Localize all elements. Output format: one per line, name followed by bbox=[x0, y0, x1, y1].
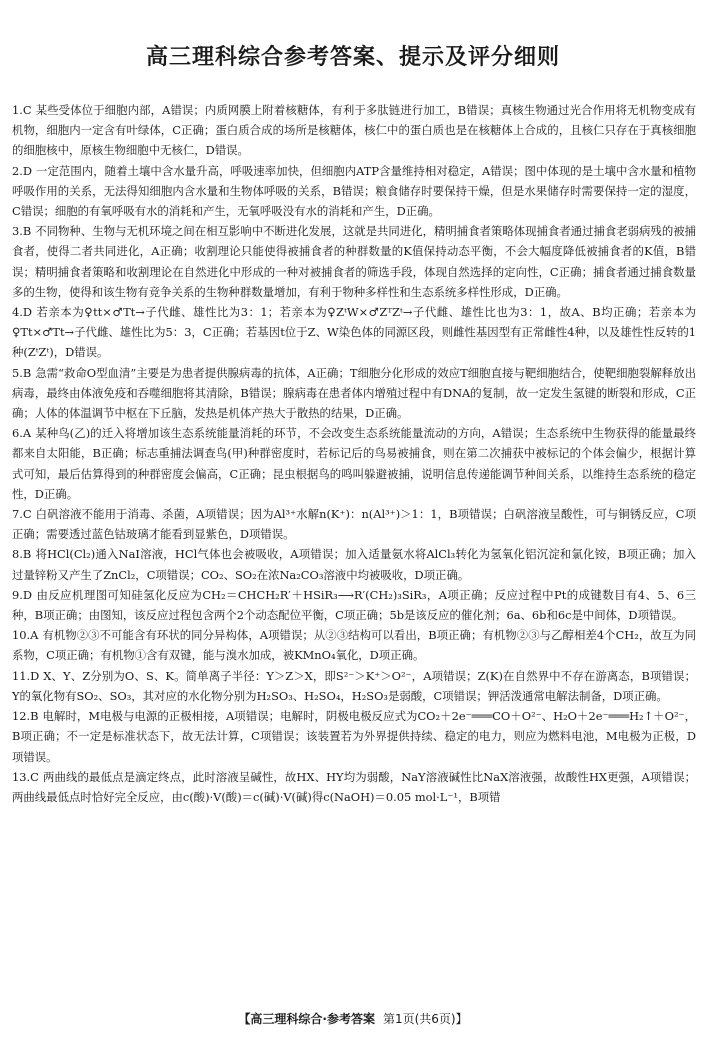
page-title: 高三理科综合参考答案、提示及评分细则 bbox=[145, 45, 560, 70]
answer-item bbox=[12, 625, 696, 665]
answer-item bbox=[12, 302, 696, 363]
answer-choice: B bbox=[22, 547, 32, 562]
page-footer bbox=[0, 1010, 706, 1027]
answer-choice: C bbox=[30, 769, 39, 784]
footer-page-number: 第1页(共6页)】 bbox=[382, 1012, 468, 1026]
question-number: 7. bbox=[12, 507, 23, 522]
answer-item bbox=[12, 767, 696, 807]
question-number: 13. bbox=[12, 769, 31, 784]
answer-choice: C bbox=[22, 103, 32, 117]
answer-explanation: X、Y、Z分别为O、S、K。简单离子半径：Y＞Z＞X，即S²⁻＞K⁺＞O²⁻，A项错误；Z(K)在自然界中不存在游离态，B项错误；Y的氧化物有SO₂、SO₃，其对应的水化物分别为H₂SO₃、H₂SO₄，H₂SO₃是弱酸，C项错误；钾活泼通常电解法制备，D项正确。 bbox=[12, 668, 696, 703]
answer-choice: D bbox=[22, 163, 33, 178]
answer-item bbox=[12, 221, 696, 302]
question-number: 4. bbox=[12, 305, 23, 320]
question-number: 3. bbox=[12, 224, 23, 239]
answer-explanation: 有机物②③不可能含有环状的同分异构体，A项错误；从②③结构可以看出，B项正确；有机物②③与乙醇相差4个CH₂，故互为同系物，C项正确；有机物①含有双键，能与溴水加成，被KMnO₄氧化，D项正确。 bbox=[12, 628, 696, 663]
answer-item bbox=[12, 363, 696, 424]
answer-choice: D bbox=[22, 305, 33, 320]
answer-explanation: 某种鸟(乙)的迁入将增加该生态系统能量消耗的环节，不会改变生态系统能量流动的方向，A错误；生态系统中生物获得的能量最终都来自太阳能，B正确；标志重捕法调查鸟(甲)种群密度时，若标记后的鸟易被捕食，则在第二次捕获中被标记的个体会偏少，根据计算式可知，最后估算得到的种群密度会偏高，C正确；昆虫根据鸟的鸣叫躲避被捕，说明信息传递能调节种间关系，以维持生态系统的稳定性，D正确。 bbox=[12, 426, 696, 501]
question-number: 6. bbox=[12, 426, 23, 441]
footer-label: 【高三理科综合·参考答案 bbox=[238, 1012, 375, 1026]
answer-item bbox=[12, 161, 696, 222]
question-number: 11. bbox=[12, 668, 31, 683]
answer-item bbox=[12, 504, 696, 544]
answer-choice: B bbox=[22, 224, 32, 239]
answer-item bbox=[12, 423, 696, 504]
answer-explanation: 若亲本为♀tt×♂Tt→子代雌、雄性比为3：1；若亲本为♀ZᵗW×♂ZᵀZᵗ→子代雌、雄性比也为3：1，故A、B均正确；若亲本为♀Tt×♂Tt→子代雌、雄性比为5：3，C正确；若基因t位于Z、W染色体的同源区段，则雌性基因型有正常雌性4种，以及雄性性反转的1种(ZᵗZᵗ)，D错误。 bbox=[12, 305, 696, 360]
answer-explanation: 急需“救命O型血清”主要是为患者提供腺病毒的抗体，A正确；T细胞分化形成的效应T细胞直接与靶细胞结合，使靶细胞裂解释放出病毒，最终由体液免疫和吞噬细胞将其清除，B错误；腺病毒在患者体内增殖过程中有DNA的复制，故一定发生氢键的断裂和形成，C正确；人体的体温调节中枢在下丘脑，发热是机体产热大于散热的结果，D正确。 bbox=[12, 365, 696, 421]
answer-choice: A bbox=[22, 426, 32, 441]
answer-item bbox=[12, 666, 696, 706]
answer-explanation: 某些受体位于细胞内部，A错误；内质网膜上附着核糖体，有利于多肽链进行加工，B错误；真核生物通过光合作用将无机物变成有机物，细胞内一定含有叶绿体，C正确；蛋白质合成的场所是核糖体，核仁中的蛋白质也是在核糖体上合成的，且核仁只存在于真核细胞的细胞核中，原核生物细胞中无核仁，D错误。 bbox=[12, 103, 696, 158]
answer-choice: B bbox=[22, 365, 32, 380]
answer-choice: C bbox=[22, 507, 32, 522]
answer-explanation: 将HCl(Cl₂)通入NaI溶液，HCl气体也会被吸收，A项错误；加入适量氨水将AlCl₃转化为氢氧化铝沉淀和氯化铵，B项正确；加入过量锌粉又产生了ZnCl₂，C项错误；CO₂、SO₂在浓Na₂CO₃溶液中均被吸收，D项正确。 bbox=[12, 547, 696, 582]
answer-explanation: 一定范围内，随着土壤中含水量升高，呼吸速率加快，但细胞内ATP含量维持相对稳定，A错误；图中体现的是土壤中含水量和植物呼吸作用的关系，无法得知细胞内含水量和生物体呼吸的关系，B错误；粮食储存时要保持干燥，但是水果储存时需要保持一定的湿度，C错误；细胞的有氧呼吸有水的消耗和产生，无氧呼吸没有水的消耗和产生，D正确。 bbox=[12, 163, 696, 219]
answer-explanation: 白矾溶液不能用于消毒、杀菌，A项错误；因为Al³⁺水解n(K⁺)：n(Al³⁺)＞1：1，B项错误；白矾溶液呈酸性，可与铜锈反应，C项正确；需要透过蓝色钴玻璃才能看到显紫色，D项错误。 bbox=[12, 507, 696, 542]
question-number: 5. bbox=[12, 365, 23, 380]
answer-explanation: 不同物种、生物与无机环境之间在相互影响中不断进化发展，这就是共同进化，精明捕食者策略体现捕食者通过捕食老弱病残的被捕食者，使得二者共同进化，A正确；收割理论只能使得被捕食者的种群数量的K值保持动态平衡，不会大幅度降低被捕食者的K值，B错误；精明捕食者策略和收割理论在自然进化中形成的一种对被捕食者的筛选手段，体现自然选择的定向性，C正确；捕食者通过捕食数量多的生物，使得和该生物有竞争关系的生物种群数量增加，有利于物种多样性和生态系统多样性形成，D正确。 bbox=[12, 224, 696, 299]
answer-item bbox=[12, 544, 696, 584]
question-number: 10. bbox=[12, 628, 31, 643]
question-number: 1. bbox=[12, 103, 23, 117]
answer-choice: D bbox=[30, 668, 40, 683]
answer-item bbox=[12, 100, 696, 161]
answer-explanation: 两曲线的最低点是滴定终点，此时溶液呈碱性，故HX、HY均为弱酸，NaY溶液碱性比NaX溶液强，故酸性HX更强，A项错误；两曲线最低点时恰好完全反应，由c(酸)·V(酸)＝c(碱)·V(碱)得c(NaOH)＝0.05 mol·L⁻¹，B项错 bbox=[12, 769, 696, 804]
question-number: 12. bbox=[12, 709, 31, 724]
question-number: 8. bbox=[12, 547, 23, 562]
answer-choice: D bbox=[22, 587, 33, 602]
answer-explanation: 电解时，M电极与电源的正极相接，A项错误；电解时，阴极电极反应式为CO₂＋2e⁻═══CO＋O²⁻、H₂O＋2e⁻═══H₂↑＋O²⁻，B项正确；不一定是标准状态下，故无法计算，C项错误；该装置若为外界提供持续、稳定的电力，则应为燃料电池，M电极为正极，D项错误。 bbox=[12, 709, 696, 764]
answer-item bbox=[12, 585, 696, 625]
answer-choice: A bbox=[30, 628, 39, 643]
answer-item bbox=[12, 706, 696, 767]
answer-explanation: 由反应机理图可知硅氢化反应为CH₂＝CHCH₂R′＋HSiR₃⟶R′(CH₂)₃SiR₃，A项正确；反应过程中Pt的成键数目有4、5、6三种，B项正确；由图知，该反应过程包含两个2个动态配位平衡，C项正确；5b是该反应的催化剂；6a、6b和6c是中间体，D项错误。 bbox=[12, 587, 696, 623]
answer-list bbox=[12, 100, 696, 807]
answer-choice: B bbox=[30, 709, 39, 724]
question-number: 2. bbox=[12, 163, 23, 178]
question-number: 9. bbox=[12, 587, 23, 602]
